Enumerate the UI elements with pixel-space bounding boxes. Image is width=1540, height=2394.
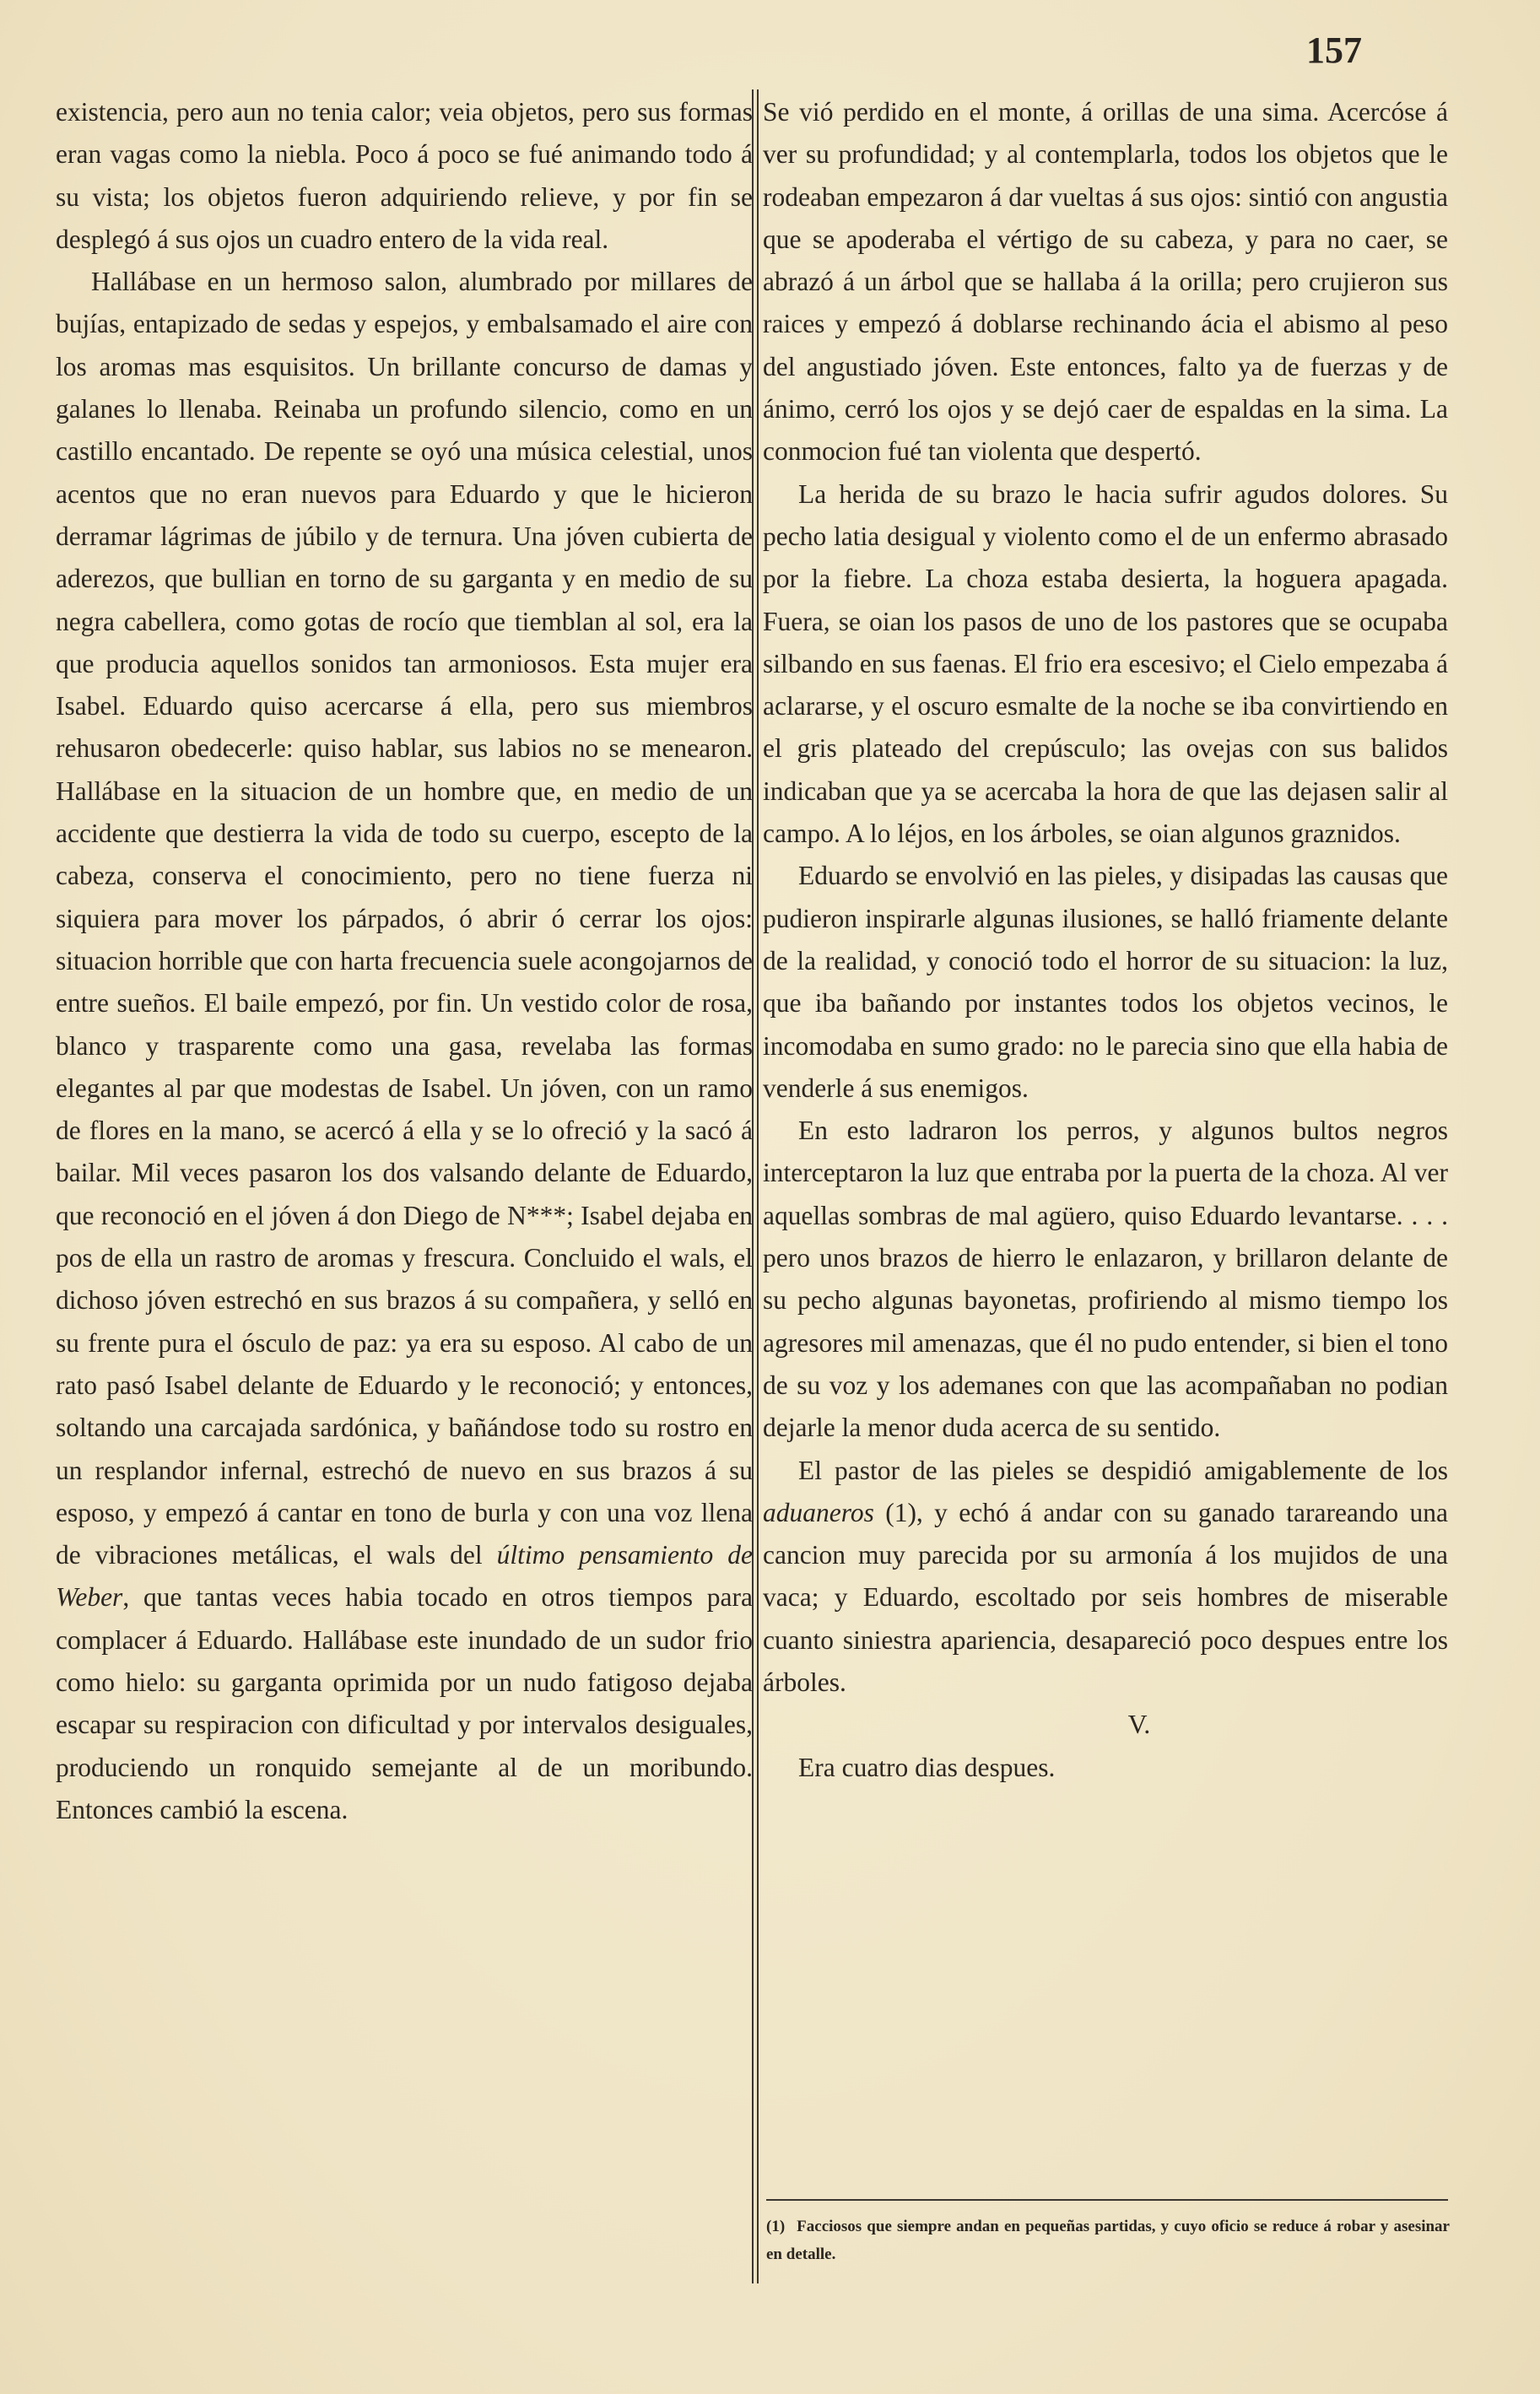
italic-term: aduaneros	[763, 1497, 874, 1527]
section-numeral: V.	[1127, 1710, 1151, 1740]
paragraph: El pastor de las pieles se despidió amigablemente de los aduaneros (1), y echó á andar con su ganado tarareando una cancion muy parecida por su armonía á los mujidos de una vaca; y Eduardo, escoltado por seis hombres de miserable cuanto siniestra apariencia, desapareció poco despues entre los árboles.	[763, 1455, 1448, 1697]
footnote	[766, 2213, 1450, 2268]
footnote-mark: (1)	[766, 2218, 786, 2235]
page-number: 157	[1306, 30, 1362, 71]
italic-title: último pensamiento de Weber	[56, 1540, 753, 1613]
right-column	[763, 91, 1448, 1789]
paragraph: existencia, pero aun no tenia calor; veia objetos, pero sus formas eran vagas como la niebla. Poco á poco se fué animando todo á su vista; los objetos fueron adquiriendo relieve, y por fin se desplegó á sus ojos un cuadro entero de la vida real.	[56, 97, 753, 254]
paragraph: Eduardo se envolvió en las pieles, y disipadas las causas que pudieron inspirarle algunas ilusiones, se halló friamente delante de la realidad, y conoció todo el horror de su situacion: la luz, que iba bañando por instantes todos los objetos vecinos, le incomodaba en sumo grado: no le parecia sino que ella habia de venderle á sus enemigos.	[763, 861, 1448, 1103]
footnote-text: Facciosos que siempre andan en pequeñas partidas, y cuyo oficio se reduce á robar y asesinar en detalle.	[766, 2218, 1450, 2263]
footnote-rule	[766, 2199, 1448, 2201]
column-divider	[752, 89, 759, 2283]
paragraph: La herida de su brazo le hacia sufrir agudos dolores. Su pecho latia desigual y violento como el de un enfermo abrasado por la fiebre. La choza estaba desierta, la hoguera apagada. Fuera, se oian los pasos de uno de los pastores que se ocupaba silbando en sus faenas. El frio era escesivo; el Cielo empezaba á aclararse, y el oscuro esmalte de la noche se iba convirtiendo en el gris plateado del crepúsculo; las ovejas con sus balidos indicaban que ya se acercaba la hora de que las dejasen salir al campo. A lo léjos, en los árboles, se oian algunos graznidos.	[763, 478, 1448, 849]
left-column	[56, 91, 753, 1831]
paragraph: En esto ladraron los perros, y algunos bultos negros interceptaron la luz que entraba por la puerta de la choza. Al ver aquellas sombras de mal agüero, quiso Eduardo levantarse. . . . pero unos brazos de hierro le enlazaron, y brillaron delante de su pecho algunas bayonetas, profiriendo al mismo tiempo los agresores mil amenazas, que él no pudo entender, si bien el tono de su voz y los ademanes con que las acompañaban no podian dejarle la menor duda acerca de su sentido.	[763, 1116, 1448, 1443]
paragraph: Se vió perdido en el monte, á orillas de una sima. Acercóse á ver su profundidad; y al contemplarla, todos los objetos que le rodeaban empezaron á dar vueltas á sus ojos: sintió con angustia que se apoderaba el vértigo de su cabeza, y para no caer, se abrazó á un árbol que se hallaba á la orilla; pero crujieron sus raices y empezó á doblarse rechinando ácia el abismo al peso del angustiado jóven. Este entonces, falto ya de fuerzas y de ánimo, cerró los ojos y se dejó caer de espaldas en la sima. La conmocion fué tan violenta que despertó.	[763, 97, 1448, 467]
paragraph: Hallábase en un hermoso salon, alumbrado por millares de bujías, entapizado de sedas y espejos, y embalsamado el aire con los aromas mas esquisitos. Un brillante concurso de damas y galanes lo llenaba. Reinaba un profundo silencio, como en un castillo encantado. De repente se oyó una música celestial, unos acentos que no eran nuevos para Eduardo y que le hicieron derramar lágrimas de júbilo y de ternura. Una jóven cubierta de aderezos, que bullian en torno de su garganta y en medio de su negra cabellera, como gotas de rocío que tiemblan al sol, era la que producia aquellos sonidos tan armoniosos. Esta mujer era Isabel. Eduardo quiso acercarse á ella, pero sus miembros rehusaron obedecerle: quiso hablar, sus labios no se menearon. Hallábase en la situacion de un hombre que, en medio de un accidente que destierra la vida de todo su cuerpo, escepto de la cabeza, conserva el conocimiento, pero no tiene fuerza ni siquiera para mover los párpados, ó abrir ó cerrar los ojos: situacion horrible que con harta frecuencia suele acongojarnos de entre sueños. El baile empezó, por fin. Un vestido color de rosa, blanco y trasparente como una gasa, revelaba las formas elegantes al par que modestas de Isabel. Un jóven, con un ramo de flores en la mano, se acercó á ella y se lo ofreció y la sacó á bailar. Mil veces pasaron los dos valsando delante de Eduardo, que reconoció en el jóven á don Diego de N***; Isabel dejaba en pos de ella un rastro de aromas y frescura. Concluido el wals, el dichoso jóven estrechó en sus brazos á su compañera, y selló en su frente pura el ósculo de paz: ya era su esposo. Al cabo de un rato pasó Isabel delante de Eduardo y le reconoció; y entonces, soltando una carcajada sardónica, y bañándose todo su rostro en un resplandor infernal, estrechó de nuevo en sus brazos á su esposo, y empezó á cantar en tono de burla y con una voz llena de vibraciones metálicas, el wals del último pensamiento de Weber, que tantas veces habia tocado en otros tiempos para complacer á Eduardo. Hallábase este inundado de un sudor frio como hielo: su garganta oprimida por un nudo fatigoso dejaba escapar su respiracion con dificultad y por intervalos desiguales, produciendo un ronquido semejante al de un moribundo. Entonces cambió la escena.	[56, 267, 753, 1824]
section-first-line: Era cuatro dias despues.	[798, 1752, 1056, 1782]
